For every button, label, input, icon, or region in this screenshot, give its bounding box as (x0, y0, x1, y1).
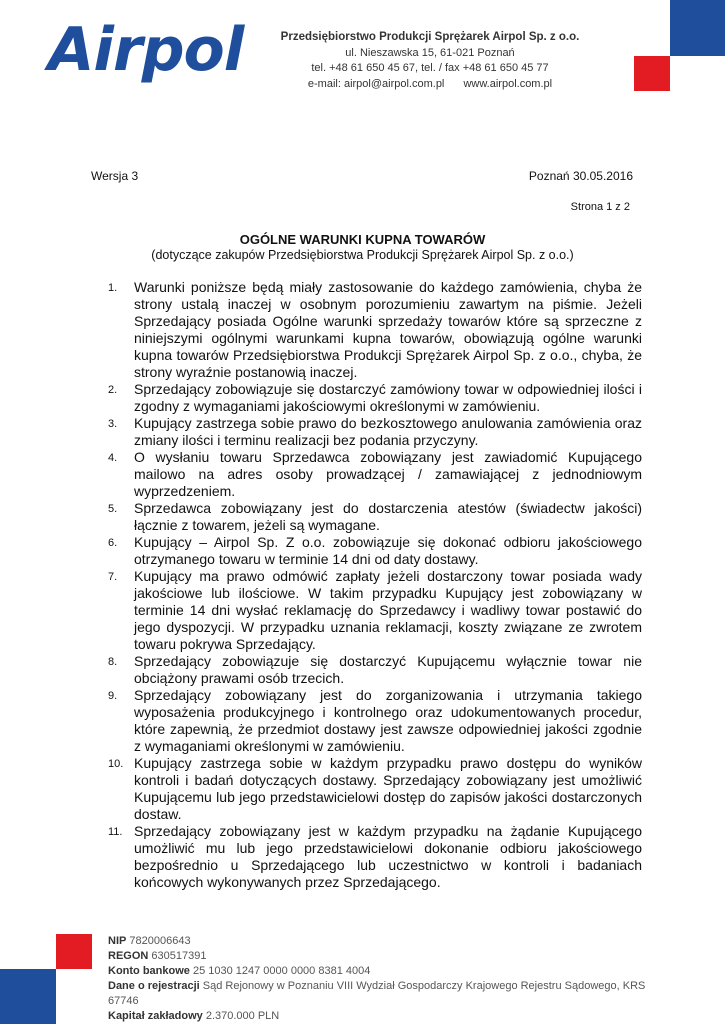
company-header (265, 30, 595, 92)
document-title-block (60, 232, 665, 263)
corner-square-red-top (634, 56, 670, 91)
clause-item (108, 415, 642, 449)
footer-bank-value: 25 1030 1247 0000 0000 8381 4004 (192, 965, 371, 977)
clause-item (108, 653, 642, 687)
clause-item (108, 823, 642, 891)
clause-text: Kupujący – Airpol Sp. Z o.o. zobowiązuje się dokonać odbioru jakościowego otrzymanego towaru w terminie 14 dni od daty dostawy. (134, 534, 642, 567)
company-address: ul. Nieszawska 15, 61-021 Poznań (345, 46, 515, 59)
company-name: Przedsiębiorstwo Produkcji Sprężarek Airpol Sp. z o.o. (280, 31, 580, 43)
company-phone-fax: tel. +48 61 650 45 67, tel. / fax +48 61 650 45 77 (311, 62, 549, 74)
document-title: OGÓLNE WARUNKI KUPNA TOWARÓW (239, 232, 486, 247)
company-registration-footer (108, 934, 668, 1024)
document-subtitle: (dotyczące zakupów Przedsiębiorstwa Produkcji Sprężarek Airpol Sp. z o.o.) (151, 248, 574, 262)
clause-number: 9. (108, 690, 118, 702)
clause-text: Kupujący zastrzega sobie prawo do bezkosztowego anulowania zamówienia oraz zmiany ilości i terminu realizacji bez podania przyczyny. (134, 415, 642, 448)
clause-item (108, 568, 642, 653)
clause-item (108, 687, 642, 755)
document-version: Wersja 3 (91, 169, 139, 183)
footer-registry (108, 979, 668, 1009)
clause-item (108, 279, 642, 381)
clause-item (108, 500, 642, 534)
footer-nip-value: 7820006643 (129, 935, 191, 947)
clause-item (108, 449, 642, 500)
clause-number: 8. (108, 656, 118, 668)
company-website[interactable]: www.airpol.com.pl (463, 77, 553, 90)
clause-number: 11. (108, 826, 123, 838)
clause-text: Sprzedawca zobowiązany jest do dostarczenia atestów (świadectw jakości) łącznie z towarem, jeżeli są wymagane. (134, 500, 642, 533)
footer-bank-label: Konto bankowe (108, 965, 190, 977)
company-logo: Airpol (48, 15, 244, 85)
clause-item (108, 381, 642, 415)
clause-text: Kupujący ma prawo odmówić zapłaty jeżeli dostarczony towar posiada wady jakościowe lub ilościowe. W takim przypadku Kupujący jest zobowiązany w terminie 14 dni wysłać reklamację do Sprzedawcy i wadliwy towar postawić do jego dyspozycji. W przypadku uznania reklamacji, koszty związane ze zwrotem towaru pokrywa Sprzedający. (134, 568, 642, 652)
footer-capital-value: 2.370.000 PLN (205, 1010, 280, 1022)
clause-number: 4. (108, 452, 118, 464)
clause-number: 6. (108, 537, 118, 549)
footer-regon-value: 630517391 (151, 950, 207, 962)
clause-text: Kupujący zastrzega sobie w każdym przypadku prawo dostępu do wyników kontroli i badań dotyczących dostawy. Sprzedający zobowiązany jest umożliwić Kupującemu lub jego przedstawicielowi dostęp do zapisów jakości dostarczonych dostaw. (134, 755, 642, 822)
corner-square-red-bottom (56, 934, 92, 969)
clause-text: Sprzedający zobowiązany jest do zorganizowania i utrzymania takiego wyposażenia produkcyjnego i kontrolnego oraz udokumentowanych procedur, które zapewnią, że przedmiot dostawy jest zawsze odpowiedniej jakości zgodnie z wymaganiami określonymi w zamówieniu. (134, 687, 642, 754)
clause-text: Sprzedający zobowiązuje się dostarczyć Kupującemu wyłącznie towar nie obciążony prawami osób trzecich. (134, 653, 642, 686)
clause-number: 3. (108, 418, 118, 430)
footer-capital (108, 1009, 668, 1024)
footer-regon (108, 949, 668, 964)
footer-bank (108, 964, 668, 979)
clause-text: Sprzedający zobowiązany jest w każdym przypadku na żądanie Kupującego umożliwić mu lub jego przedstawicielowi dokonanie odbioru jakościowego bezpośrednio u Sprzedającego lub uczestnictwo w kontroli i badaniach końcowych wykonywanych przez Sprzedającego. (134, 823, 642, 890)
footer-regon-label: REGON (108, 950, 149, 962)
footer-nip (108, 934, 668, 949)
document-place-date: Poznań 30.05.2016 (528, 169, 633, 183)
footer-capital-label: Kapitał zakładowy (108, 1010, 203, 1022)
clause-text: Warunki poniższe będą miały zastosowanie do każdego zamówienia, chyba że strony ustalą inaczej w osobnym porozumieniu zawartym na piśmie. Jeżeli Sprzedający posiada Ogólne warunki sprzedaży towarów które są sprzeczne z niniejszymi ogólnymi warunkami kupna towarów, obowiązują ogólne warunki kupna towarów Przedsiębiorstwa Produkcji Sprężarek Airpol Sp. z o.o., chyba, że strony wyraźnie postanowią inaczej. (134, 279, 642, 380)
clause-number: 5. (108, 503, 118, 515)
clause-item (108, 534, 642, 568)
corner-square-blue-top (670, 0, 725, 56)
footer-registry-label: Dane o rejestracji (108, 980, 200, 992)
company-contact (265, 77, 595, 93)
clause-text: O wysłaniu towaru Sprzedawca zobowiązany jest zawiadomić Kupującego mailowo na adres osoby prowadzącej / zamawiającej z jednodniowym wyprzedzeniem. (134, 449, 642, 499)
clause-list (108, 279, 642, 891)
clause-number: 10. (108, 758, 124, 770)
footer-nip-label: NIP (108, 935, 127, 947)
company-email[interactable]: e-mail: airpol@airpol.com.pl (307, 77, 445, 90)
clause-text: Sprzedający zobowiązuje się dostarczyć zamówiony towar w odpowiedniej ilości i zgodny z wymaganiami jakościowymi określonymi w zamówieniu. (134, 381, 642, 414)
page-number: Strona 1 z 2 (570, 201, 630, 213)
footer-registry-value: Sąd Rejonowy w Poznaniu VIII Wydział Gospodarczy Krajowego Rejestru Sądowego, KRS 67746 (108, 980, 646, 1007)
clause-number: 2. (108, 384, 118, 396)
corner-square-blue-bottom (0, 969, 56, 1024)
clause-number: 1. (108, 282, 118, 294)
clause-item (108, 755, 642, 823)
clause-number: 7. (108, 571, 118, 583)
